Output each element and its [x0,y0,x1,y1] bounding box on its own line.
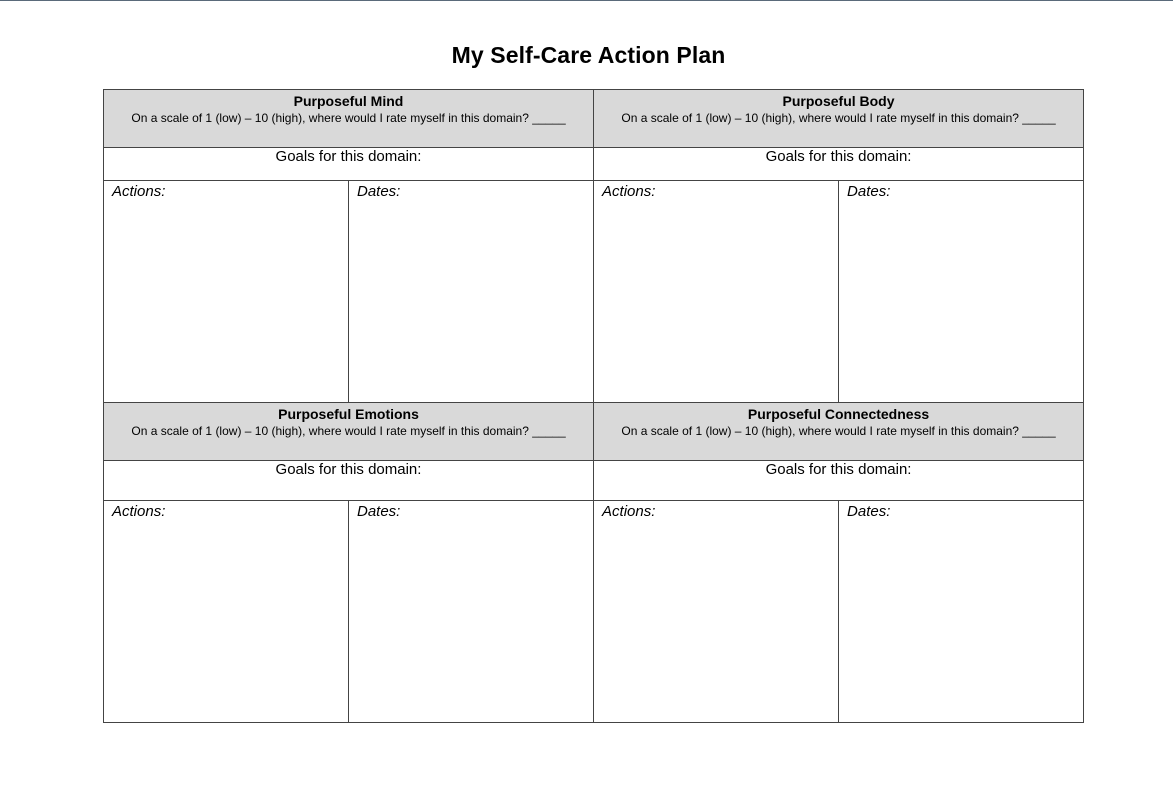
actions-dates-row [104,181,1084,403]
dates-label: Dates: [847,503,891,520]
domain-header-row [104,403,1084,461]
domain-header-connectedness [594,403,1084,461]
goals-field-connectedness[interactable]: Goals for this domain: [594,461,1084,501]
domain-title: Purposeful Emotions [278,406,419,422]
dates-field-mind[interactable] [349,181,594,403]
actions-label: Actions: [602,503,656,520]
dates-field-body[interactable] [839,181,1084,403]
domain-rating-prompt: On a scale of 1 (low) – 10 (high), where would I rate myself in this domain? _____ [621,424,1056,438]
domain-rating-prompt: On a scale of 1 (low) – 10 (high), where would I rate myself in this domain? _____ [621,111,1056,125]
actions-field-body[interactable] [594,181,839,403]
actions-label: Actions: [112,503,166,520]
dates-field-emotions[interactable] [349,501,594,723]
actions-label: Actions: [602,183,656,200]
domain-rating-prompt: On a scale of 1 (low) – 10 (high), where would I rate myself in this domain? _____ [131,111,566,125]
domain-title: Purposeful Body [782,93,895,109]
domain-title: Purposeful Mind [293,93,404,109]
actions-field-mind[interactable] [104,181,349,403]
actions-field-connectedness[interactable] [594,501,839,723]
goals-row [104,461,1084,501]
actions-label: Actions: [112,183,166,200]
dates-label: Dates: [357,183,401,200]
dates-label: Dates: [847,183,891,200]
dates-field-connectedness[interactable] [839,501,1084,723]
domain-header-mind [104,90,594,148]
page-title: My Self-Care Action Plan [451,42,726,68]
domain-header-body [594,90,1084,148]
goals-row [104,148,1084,181]
dates-label: Dates: [357,503,401,520]
actions-field-emotions[interactable] [104,501,349,723]
top-border-line [0,0,1173,1]
action-plan-grid [103,89,1083,723]
domain-header-row [104,90,1084,148]
goals-field-body[interactable]: Goals for this domain: [594,148,1084,181]
action-plan-table [103,89,1084,723]
actions-dates-row [104,501,1084,723]
domain-title: Purposeful Connectedness [747,406,930,422]
goals-field-mind[interactable]: Goals for this domain: [104,148,594,181]
domain-rating-prompt: On a scale of 1 (low) – 10 (high), where would I rate myself in this domain? _____ [131,424,566,438]
goals-field-emotions[interactable]: Goals for this domain: [104,461,594,501]
domain-header-emotions [104,403,594,461]
